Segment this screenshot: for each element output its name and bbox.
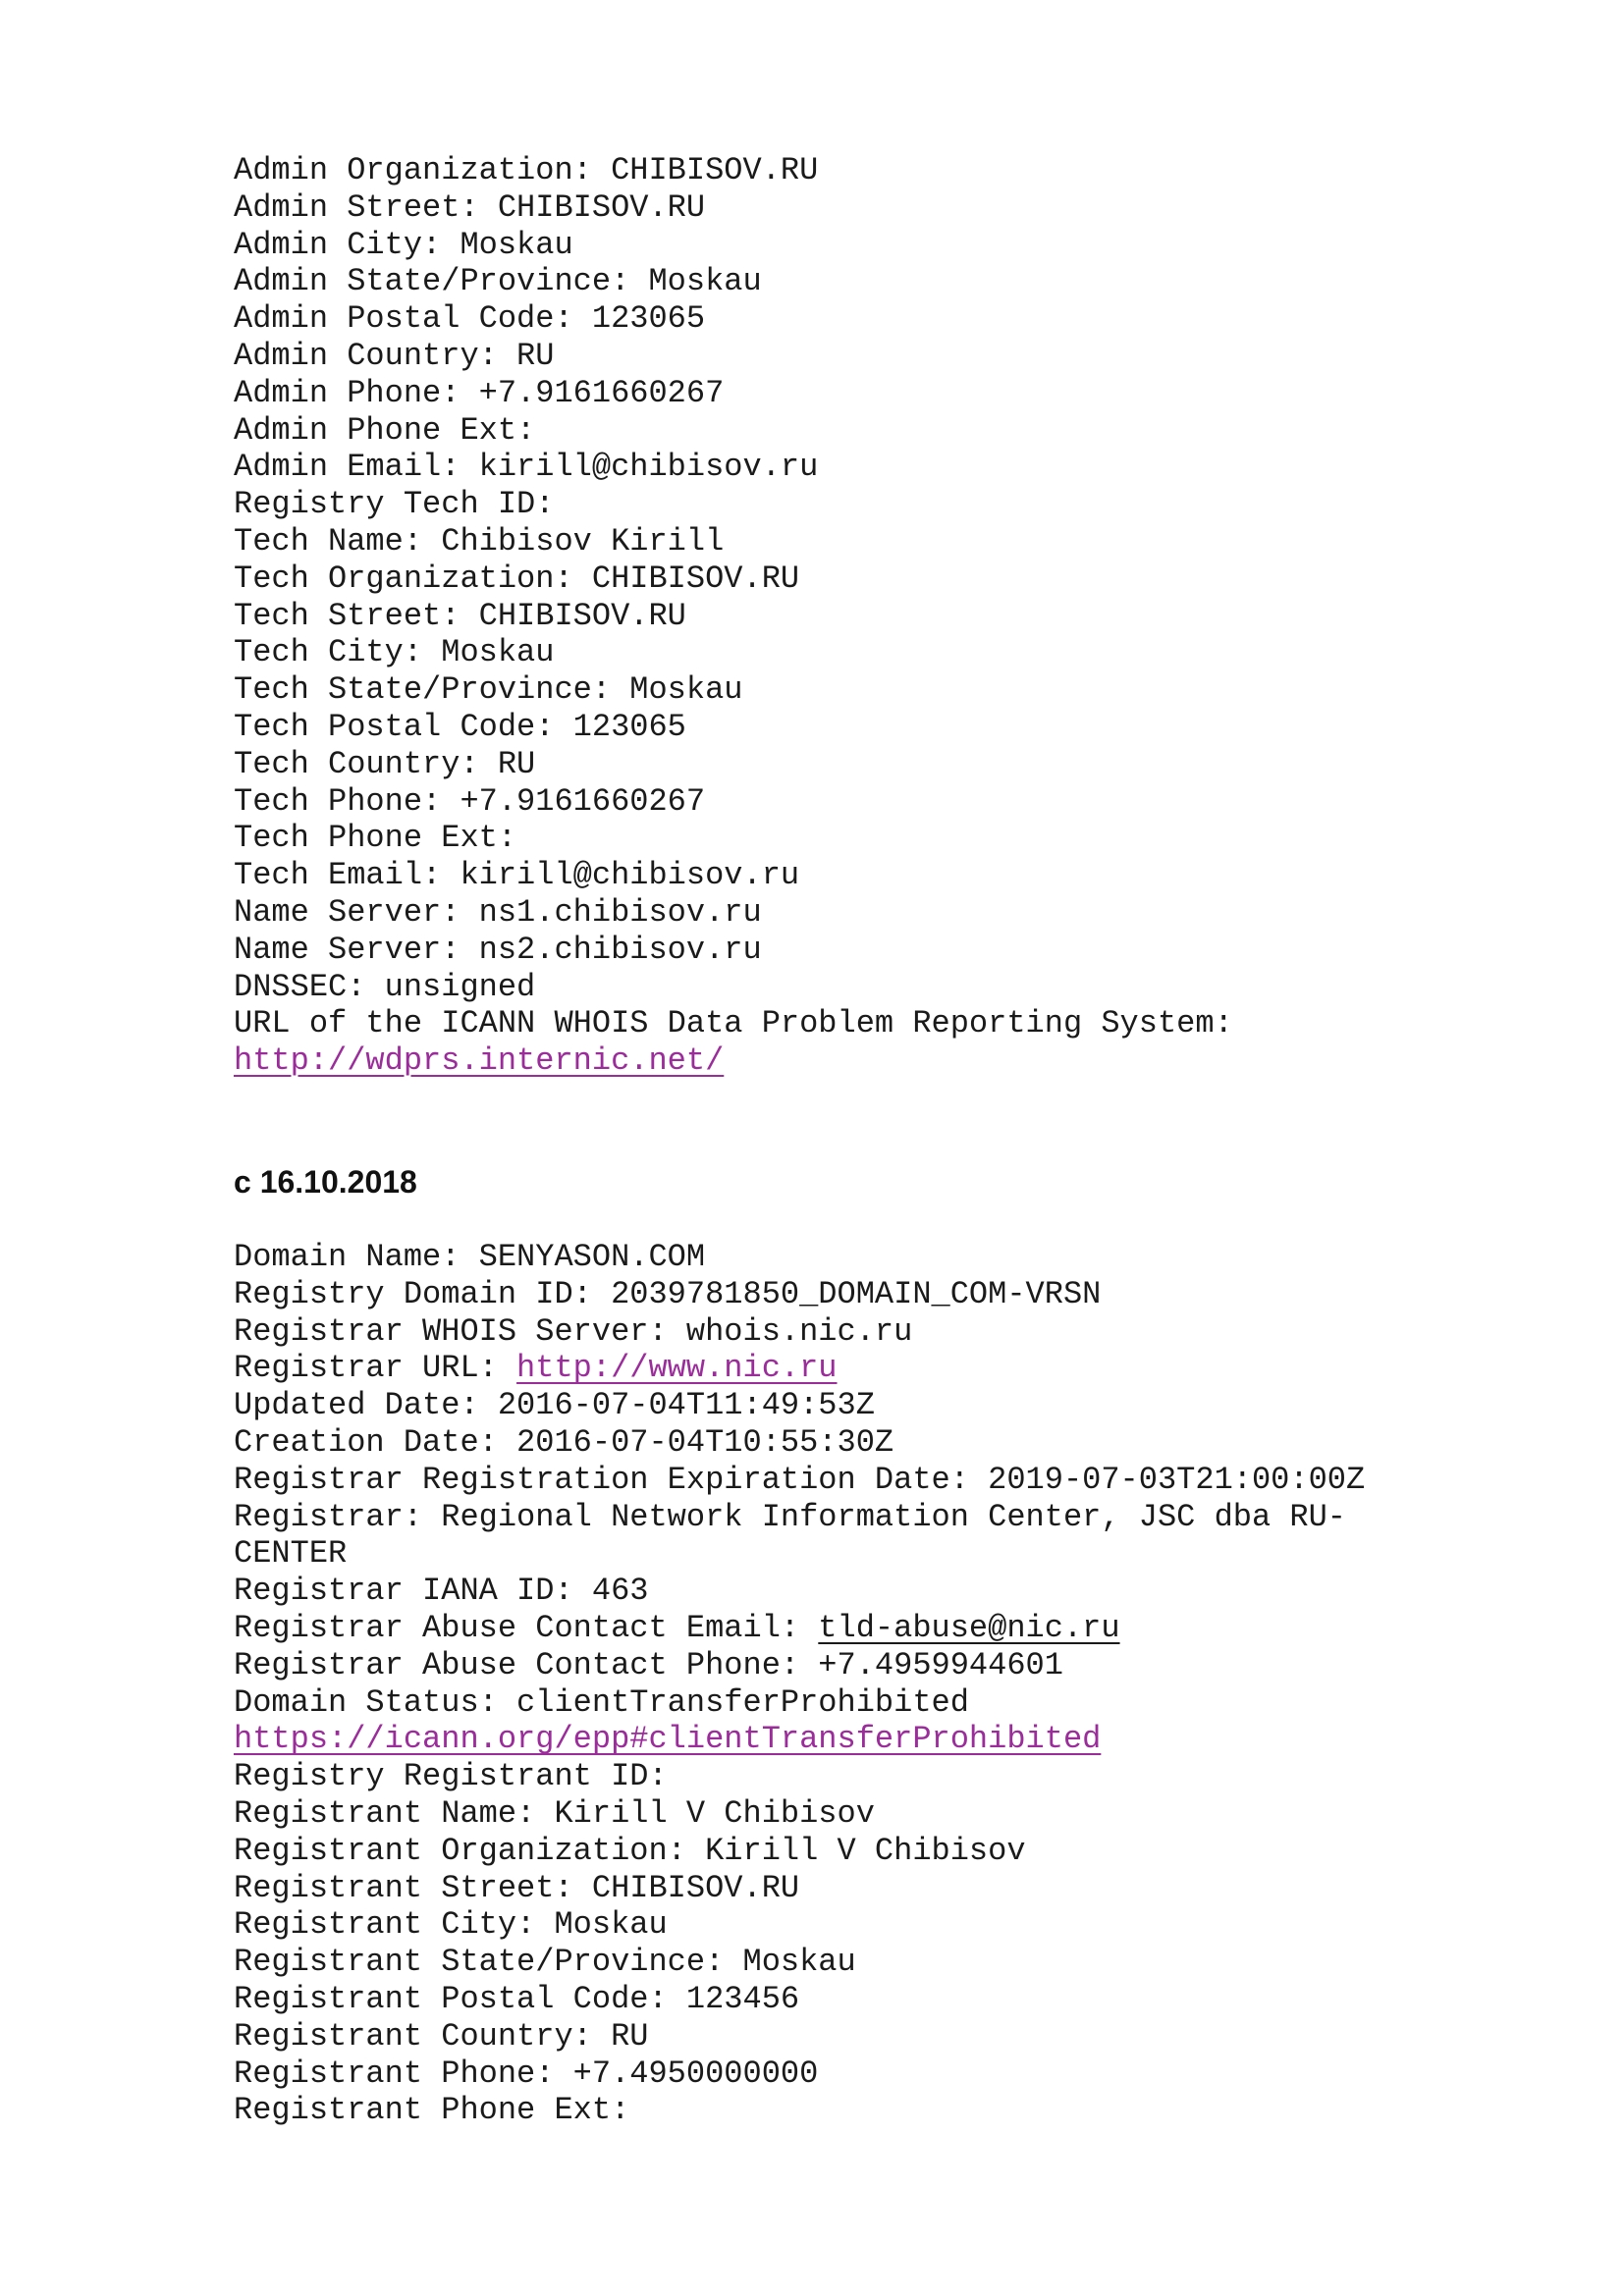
whois-line-registrant-name: Registrant Name: Kirill V Chibisov xyxy=(234,1794,875,1832)
whois-line-registrar-2: CENTER xyxy=(234,1535,348,1573)
whois-line-domain-status: Domain Status: clientTransferProhibited xyxy=(234,1683,969,1721)
whois-line-admin-state: Admin State/Province: Moskau xyxy=(234,263,762,300)
whois-line-updated-date: Updated Date: 2016-07-04T11:49:53Z xyxy=(234,1387,875,1424)
status-link-line xyxy=(234,1721,1510,1758)
whois-line-abuse-email xyxy=(234,1610,1510,1647)
whois-line-admin-phone: Admin Phone: +7.9161660267 xyxy=(234,374,725,411)
whois-line-whois-server: Registrar WHOIS Server: whois.nic.ru xyxy=(234,1312,913,1350)
whois-line-registrant-organization: Registrant Organization: Kirill V Chibisov xyxy=(234,1832,1026,1869)
whois-line-tech-organization: Tech Organization: CHIBISOV.RU xyxy=(234,560,800,597)
whois-line-tech-name: Tech Name: Chibisov Kirill xyxy=(234,522,725,560)
whois-line-expiration-date: Registrar Registration Expiration Date: 2019-07-03T21:00:00Z xyxy=(234,1461,1366,1498)
whois-line-admin-city: Admin City: Moskau xyxy=(234,226,573,263)
whois-line-tech-phone-ext: Tech Phone Ext: xyxy=(234,820,517,857)
whois-line-name-server-1: Name Server: ns1.chibisov.ru xyxy=(234,893,762,931)
wdprs-link[interactable]: http://wdprs.internic.net/ xyxy=(234,1042,725,1080)
whois-line-tech-email: Tech Email: kirill@chibisov.ru xyxy=(234,857,800,894)
whois-line-domain-name: Domain Name: SENYASON.COM xyxy=(234,1239,706,1275)
whois-line-registrant-city: Registrant City: Moskau xyxy=(234,1906,668,1944)
whois-line-registrar-url xyxy=(234,1350,1510,1387)
whois-line-tech-street: Tech Street: CHIBISOV.RU xyxy=(234,597,686,634)
abuse-email-label: Registrar Abuse Contact Email: xyxy=(234,1609,819,1646)
whois-line-registrar-1: Registrar: Regional Network Information Center, JSC dba RU- xyxy=(234,1498,1346,1535)
whois-line-registrant-country: Registrant Country: RU xyxy=(234,2017,649,2055)
whois-line-registry-tech-id: Registry Tech ID: xyxy=(234,486,555,523)
wdprs-link-line xyxy=(234,1042,1510,1080)
whois-line-tech-city: Tech City: Moskau xyxy=(234,634,555,671)
whois-line-abuse-phone: Registrar Abuse Contact Phone: +7.4959944601 xyxy=(234,1646,1063,1683)
whois-line-admin-phone-ext: Admin Phone Ext: xyxy=(234,411,536,449)
whois-line-admin-street: Admin Street: CHIBISOV.RU xyxy=(234,188,706,226)
whois-record-current xyxy=(234,1239,1510,2129)
status-link[interactable]: https://icann.org/epp#clientTransferProhibited xyxy=(234,1721,1102,1758)
whois-line-registry-domain-id: Registry Domain ID: 2039781850_DOMAIN_COM-VRSN xyxy=(234,1275,1102,1312)
whois-line-admin-organization: Admin Organization: CHIBISOV.RU xyxy=(234,152,819,188)
whois-line-tech-phone: Tech Phone: +7.9161660267 xyxy=(234,782,706,820)
whois-line-admin-country: Admin Country: RU xyxy=(234,337,555,374)
whois-line-name-server-2: Name Server: ns2.chibisov.ru xyxy=(234,931,762,968)
whois-line-tech-state: Tech State/Province: Moskau xyxy=(234,671,743,709)
whois-record-previous xyxy=(234,152,1510,1080)
whois-line-registrant-postal-code: Registrant Postal Code: 123456 xyxy=(234,1980,800,2017)
whois-line-admin-postal-code: Admin Postal Code: 123065 xyxy=(234,300,706,338)
abuse-email-link[interactable]: tld-abuse@nic.ru xyxy=(818,1609,1120,1646)
section-date-heading: c 16.10.2018 xyxy=(234,1164,417,1200)
whois-line-dnssec: DNSSEC: unsigned xyxy=(234,968,536,1005)
whois-line-registry-registrant-id: Registry Registrant ID: xyxy=(234,1758,668,1795)
whois-line-tech-country: Tech Country: RU xyxy=(234,745,536,782)
registrar-url-label: Registrar URL: xyxy=(234,1350,517,1387)
registrar-url-link[interactable]: http://www.nic.ru xyxy=(516,1350,838,1387)
whois-line-tech-postal-code: Tech Postal Code: 123065 xyxy=(234,708,686,745)
whois-line-registrant-street: Registrant Street: CHIBISOV.RU xyxy=(234,1869,800,1906)
whois-line-wdprs-label: URL of the ICANN WHOIS Data Problem Reporting System: xyxy=(234,1005,1233,1042)
whois-line-registrant-phone-ext: Registrant Phone Ext: xyxy=(234,2092,630,2129)
whois-line-registrant-phone: Registrant Phone: +7.4950000000 xyxy=(234,2055,819,2092)
whois-line-admin-email: Admin Email: kirill@chibisov.ru xyxy=(234,449,819,486)
whois-line-creation-date: Creation Date: 2016-07-04T10:55:30Z xyxy=(234,1423,894,1461)
whois-line-iana-id: Registrar IANA ID: 463 xyxy=(234,1573,649,1610)
whois-line-registrant-state: Registrant State/Province: Moskau xyxy=(234,1944,856,1981)
